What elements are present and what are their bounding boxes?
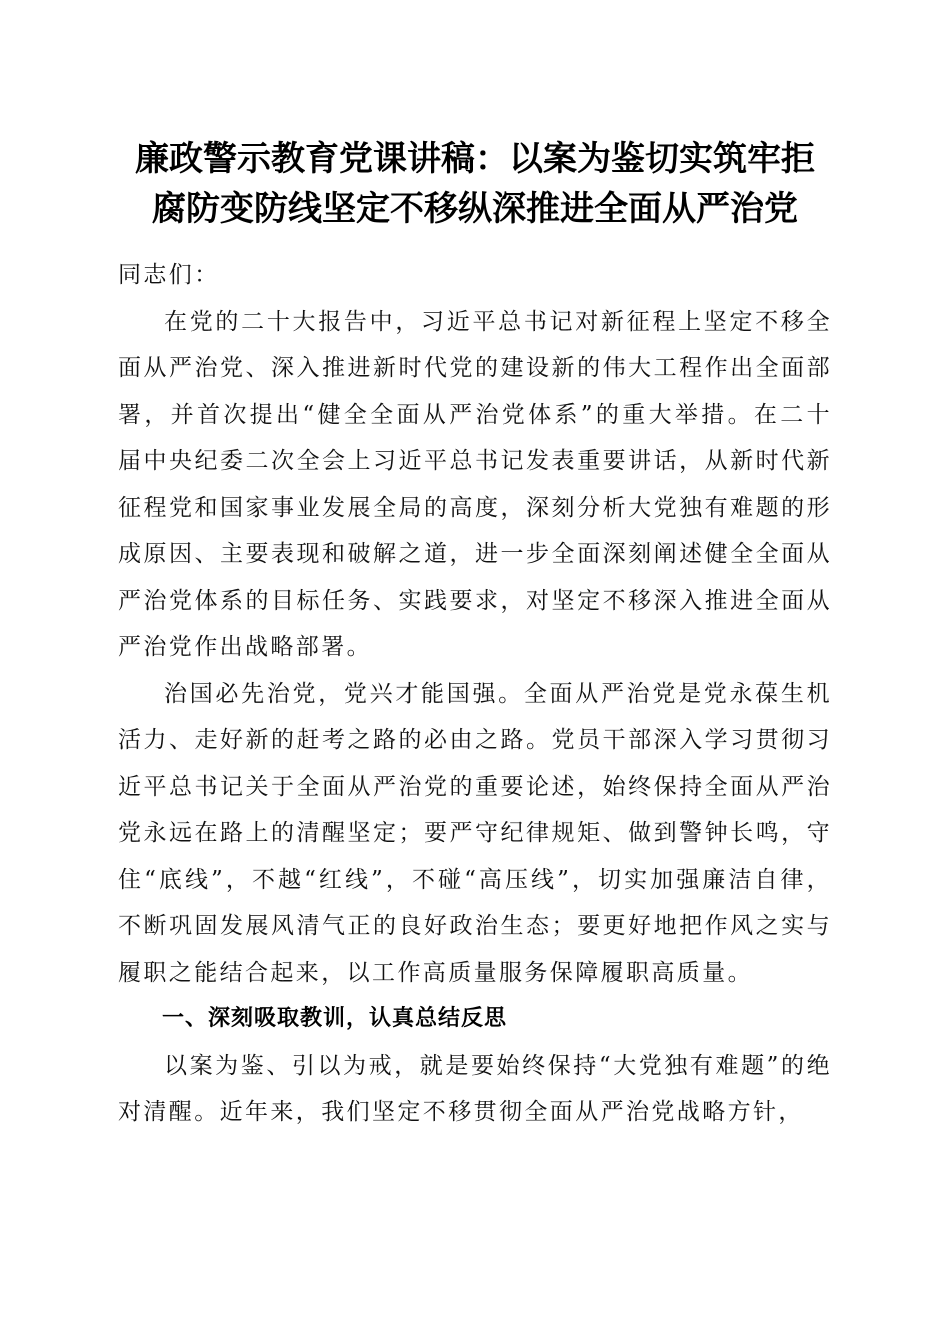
section-paragraph-1: 以案为鉴、引以为戒，就是要始终保持“大党独有难题”的绝对清醒。近年来，我们坚定不移贯彻全面从严治党战略方针，	[118, 1052, 832, 1125]
section-heading-1: 一、深刻吸取教训，认真总结反思	[162, 1006, 508, 1031]
paragraph-1: 在党的二十大报告中，习近平总书记对新征程上坚定不移全面从严治党、深入推进新时代党的建设新的伟大工程作出全面部署，并首次提出“健全全面从严治党体系”的重大举措。在二十届中央纪委二次全会上习近平总书记发表重要讲话，从新时代新征程党和国家事业发展全局的高度，深刻分析大党独有难题的形成原因、主要表现和破解之道，进一步全面深刻阐述健全全面从严治党体系的目标任务、实践要求，对坚定不移深入推进全面从严治党作出战略部署。	[118, 308, 832, 660]
title-line-1: 廉政警示教育党课讲稿：以案为鉴切实筑牢拒	[135, 139, 815, 179]
paragraph-2: 治国必先治党，党兴才能国强。全面从严治党是党永葆生机活力、走好新的赶考之路的必由之路。党员干部深入学习贯彻习近平总书记关于全面从严治党的重要论述，始终保持全面从严治党永远在路上的清醒坚定；要严守纪律规矩、做到警钟长鸣，守住“底线”，不越“红线”，不碰“高压线”，切实加强廉洁自律，不断巩固发展风清气正的良好政治生态；要更好地把作风之实与履职之能结合起来，以工作高质量服务保障履职高质量。	[118, 680, 832, 986]
document-title	[100, 134, 850, 234]
title-line-2: 腐防变防线坚定不移纵深推进全面从严治党	[152, 189, 798, 229]
salutation: 同志们：	[118, 262, 220, 288]
document-body	[118, 252, 832, 1136]
